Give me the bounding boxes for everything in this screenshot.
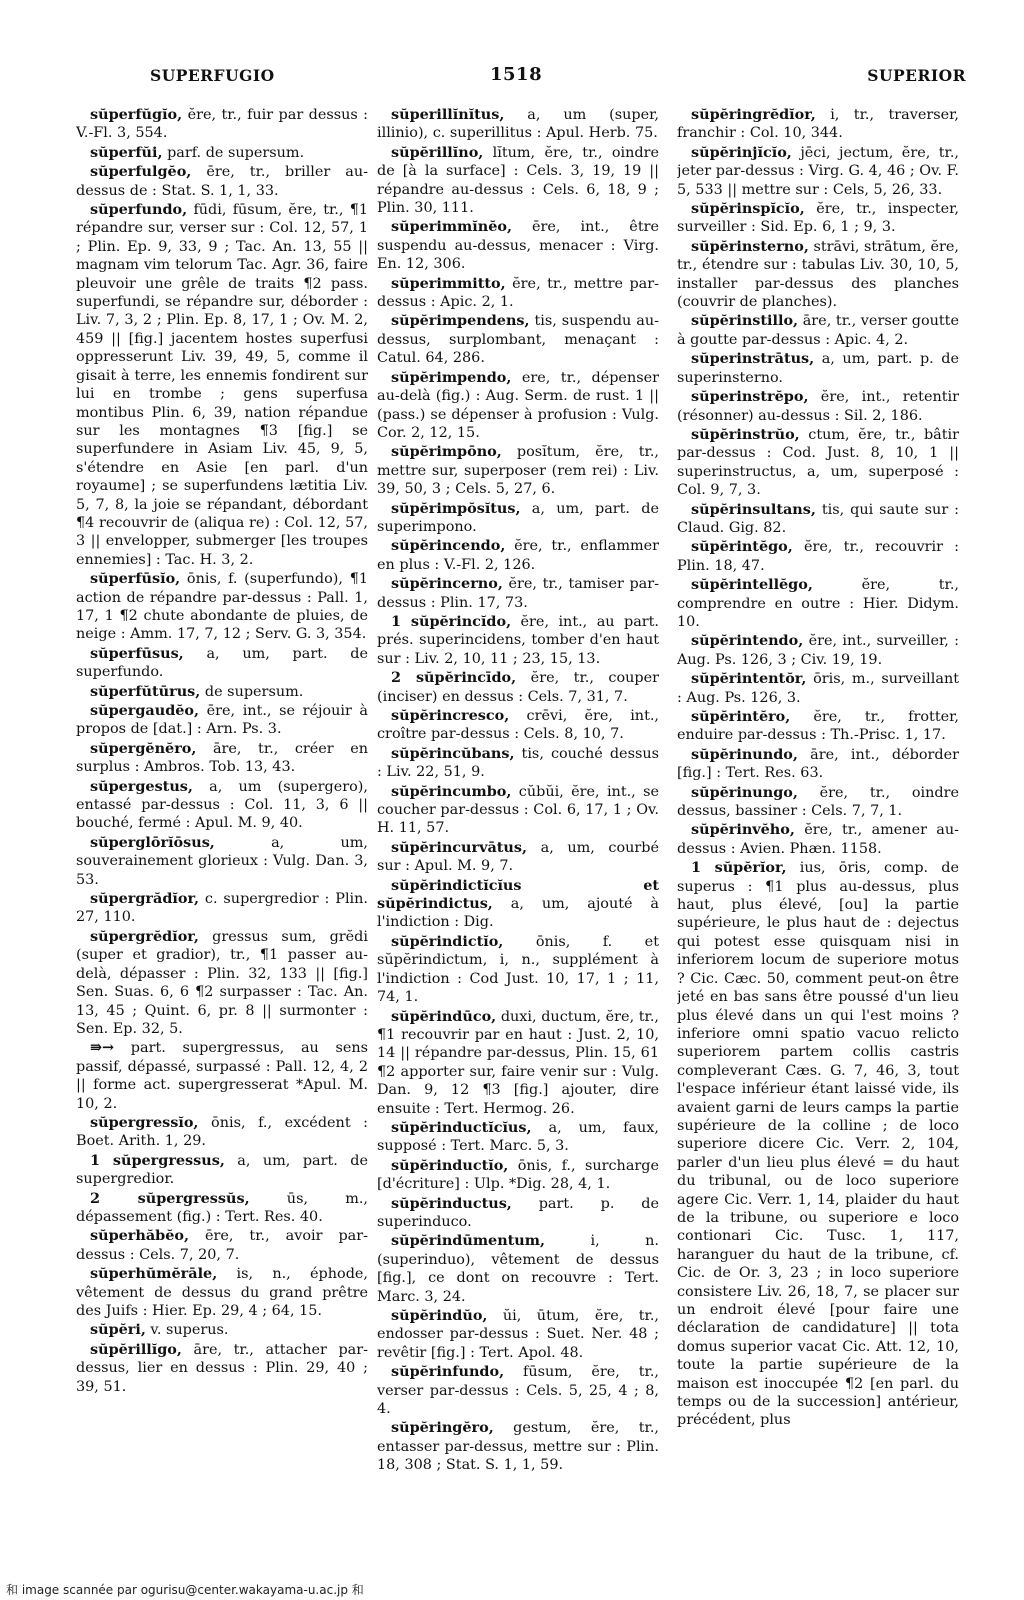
dictionary-entry: [377, 106, 659, 143]
entry-headword: sŭpĕrincumbo,: [391, 782, 512, 800]
dictionary-entry: [76, 778, 368, 833]
dictionary-entry: [76, 1321, 368, 1339]
entry-definition: gestum, ĕre, tr., entasser par-dessus, mettre sur : Plin. 18, 308 ; Stat. S. 1, 1, 59.: [377, 1420, 659, 1474]
dictionary-entry: [677, 144, 959, 199]
entry-headword: sŭpĕrinsultans,: [691, 500, 816, 518]
entry-definition: part. supergressus, au sens passif, dépassé, surpassé : Pall. 12, 4, 2 || forme act. supergresserat *Apul. M. 10, 2.: [76, 1040, 368, 1112]
dictionary-entry: [377, 218, 659, 273]
entry-definition: a, um, part. de superimpono.: [377, 500, 659, 535]
dictionary-entry: [377, 500, 659, 537]
entry-definition: i, n. (superinduo), vêtement de dessus [fig.], ce dont on recouvre : Tert. Marc. 3, 24.: [377, 1233, 659, 1305]
entry-headword: sŭpĕrillĭgo,: [90, 1340, 182, 1358]
page-header: [150, 66, 966, 90]
dictionary-entry: [677, 821, 959, 858]
column-2: [377, 106, 659, 1546]
entry-definition: ēre, int., se réjouir à propos de [dat.] : Arn. Ps. 3.: [76, 703, 368, 738]
entry-definition: strāvi, strātum, ĕre, tr., étendre sur : tabulas Liv. 30, 10, 5, installer par-dessus des planches (couvrir de planches).: [677, 238, 959, 311]
dictionary-entry: [76, 570, 368, 644]
entry-definition: tis, couché dessus : Liv. 22, 51, 9.: [377, 745, 659, 781]
entry-headword: sŭperhăbĕo,: [90, 1227, 189, 1245]
entry-headword: sŭpĕrincendo,: [391, 537, 506, 555]
entry-headword: sŭperfūsĭo,: [90, 570, 181, 588]
entry-headword: sŭperfūsus,: [90, 644, 184, 662]
entry-definition: ēre, tr., avoir par-dessus : Cels. 7, 20, 7.: [76, 1228, 368, 1263]
dictionary-entry: [677, 670, 959, 707]
entry-definition: ōnis, f. (superfundo), ¶1 action de répandre par-dessus : Pall. 1, 17, 1 ¶2 chute abondante de pluies, de neige : Amm. 17, 7, 12 ; Serv. G. 3, 354.: [76, 571, 368, 643]
entry-definition: posĭtum, ĕre, tr., mettre sur, superposer (rem rei) : Liv. 39, 50, 3 ; Cels. 5, 27, 6.: [377, 444, 659, 498]
entry-headword: sŭpergrĕdĭor,: [90, 927, 199, 945]
dictionary-entry: [377, 707, 659, 744]
entry-headword: sŭpĕrinductĭcĭus,: [391, 1118, 532, 1136]
column-1: [76, 106, 368, 1546]
dictionary-entry: [76, 890, 368, 927]
entry-headword: sŭpĕrindictĭcĭus et sŭpĕrindictus,: [377, 876, 659, 913]
dictionary-entry: [677, 388, 959, 425]
entry-headword: sŭpergĕnĕro,: [90, 739, 197, 757]
entry-definition: āre, tr., verser goutte à goutte par-dessus : Apic. 4, 2.: [677, 313, 959, 348]
entry-definition: a, um, faux, supposé : Tert. Marc. 5, 3.: [377, 1119, 659, 1155]
entry-definition: ēre, int., être suspendu au-dessus, menacer : Virg. En. 12, 306.: [377, 219, 659, 273]
entry-definition: ĕre, int., retentir (résonner) au-dessus : Sil. 2, 186.: [677, 389, 959, 424]
dictionary-entry: [677, 746, 959, 783]
dictionary-entry: [377, 537, 659, 574]
entry-definition: ōnis, f., excédent : Boet. Arith. 1, 29.: [76, 1114, 368, 1150]
entry-headword: sŭpĕrinsterno,: [691, 237, 809, 255]
entry-headword: sŭpĕrinstillo,: [691, 312, 799, 330]
entry-headword: sŭpergaudĕo,: [90, 702, 200, 719]
dictionary-entry: [377, 1232, 659, 1306]
dictionary-entry: [677, 859, 959, 1430]
entry-headword: ⇛→: [90, 1039, 115, 1057]
dictionary-entry: [76, 201, 368, 569]
dictionary-entry: [377, 1008, 659, 1118]
entry-definition: ĕre, tr., oindre dessus, bassiner : Cels. 7, 7, 1.: [677, 784, 959, 820]
entry-headword: sŭpĕrimpendo,: [391, 368, 512, 386]
column-3: [677, 106, 959, 1546]
entry-headword: sŭpĕrinungo,: [691, 783, 798, 801]
entry-headword: sŭperfŭtūrus,: [90, 682, 201, 700]
entry-headword: sŭpĕrinvĕho,: [691, 821, 795, 839]
header-right-guideword: SUPERIOR: [867, 66, 966, 85]
dictionary-entry: [677, 538, 959, 575]
dictionary-entry: [377, 1157, 659, 1194]
dictionary-entry: [677, 576, 959, 631]
entry-headword: sŭpĕrincŭbans,: [391, 744, 515, 762]
entry-definition: āre, int., déborder [fig.] : Tert. Res. 63.: [677, 746, 959, 782]
entry-headword: sŭpĕrillĭno,: [391, 143, 484, 161]
dictionary-entry: [377, 144, 659, 218]
entry-definition: duxi, ductum, ĕre, tr., ¶1 recouvrir par en haut : Just. 2, 10, 14 || répandre par-dessus, Plin. 15, 61 ¶2 apporter sur, faire venir sur : Vulg. Dan. 9, 12 ¶3 [fig.] ajouter, dire ensuite : Tert. Hermog. 26.: [377, 1008, 659, 1117]
dictionary-entry: [76, 144, 368, 162]
entry-definition: ūs, m., dépassement (fig.) : Tert. Res. 40.: [76, 1190, 368, 1225]
entry-headword: sŭpĕrintĕro,: [691, 708, 791, 725]
entry-headword: 2 sŭpergressŭs,: [90, 1189, 250, 1207]
dictionary-entry: [76, 834, 368, 889]
entry-definition: ōris, m., surveillant : Aug. Ps. 126, 3.: [677, 671, 959, 706]
entry-definition: lĭtum, ĕre, tr., oindre de [à la surface] : Cels. 3, 19, 19 || répandre au-dessus : Cels. 6, 18, 9 ; Plin. 30, 111.: [377, 144, 659, 217]
entry-headword: sŭperfŭi,: [90, 143, 163, 161]
dictionary-entry: [76, 1190, 368, 1227]
entry-definition: ere, tr., dépenser au-delà (fig.) : Aug. Serm. de rust. 1 || (pass.) se dépenser à profusion : Vulg. Cor. 2, 12, 15.: [377, 369, 659, 441]
entry-definition: ĕre, int., au part. prés. superincidens, tomber d'en haut sur : Liv. 2, 10, 11 ; 23, 15, 13.: [377, 613, 659, 667]
entry-definition: ĕre, tr., comprendre en outre : Hier. Didym. 10.: [677, 577, 959, 630]
dictionary-entry: [677, 784, 959, 821]
dictionary-entry: [76, 1114, 368, 1151]
entry-definition: ĕre, tr., mettre par-dessus : Apic. 2, 1.: [377, 275, 659, 311]
entry-headword: sŭpĕrinfundo,: [391, 1363, 505, 1381]
dictionary-entry: [677, 501, 959, 538]
entry-definition: ĕre, tr., amener au-dessus : Avien. Phæn. 1158.: [677, 822, 959, 857]
entry-headword: sŭperimmĭnĕo,: [391, 218, 512, 236]
entry-definition: gressus sum, grĕdi (super et gradior), tr., ¶1 passer au-delà, dépasser : Plin. 32, 133 || [fig.] Sen. Suas. 6, 6 ¶2 surpasser : Tac. An. 13, 45 ; Quint. 6, pr. 8 || surmonter : Sen. Ep. 32, 5.: [76, 928, 368, 1037]
entry-headword: sŭpĕri,: [90, 1321, 146, 1339]
entry-headword: sŭpĕrincurvātus,: [391, 838, 528, 856]
entry-headword: sŭpergressĭo,: [90, 1113, 199, 1131]
page-number: 1518: [490, 64, 543, 85]
entry-headword: sŭpĕrindictĭo,: [391, 932, 504, 950]
entry-headword: sŭpĕrinductĭo,: [391, 1156, 509, 1174]
entry-definition: a, um, souverainement glorieux : Vulg. Dan. 3, 53.: [76, 834, 368, 888]
entry-definition: parf. de supersum.: [167, 144, 305, 161]
dictionary-entry: [76, 1152, 368, 1189]
entry-definition: fūdi, fūsum, ĕre, tr., ¶1 répandre sur, verser sur : Col. 12, 57, 1 ; Plin. Ep. 9, 33, 9 ; Tac. An. 13, 55 || magnam vim telorum Tac. Agr. 36, faire pleuvoir une grêle de traits ¶2 pass. superfundi, se répandre sur, déborder : Liv. 7, 3, 2 ; Plin. Ep. 8, 17, 1 ; Ov. M. 2, 459 || [fig.] jacentem hostes superfusi oppresserunt Liv. 39, 49, 5, comme il gisait à terre, les ennemis fondirent sur lui en trombe ; gens superfusa montibus Plin. 6, 39, nation répandue sur les montagnes ¶3 [fig.] se superfundere in Asiam Liv. 45, 9, 5, s'étendre en Asie [en parl. d'un royaume] ; se superfundens lætitia Liv. 5, 7, 8, la joie se répandant, débordant ¶4 recouvrir de (aliqua re) : Col. 12, 57, 3 || envelopper, submerger [les troupes ennemies] : Tac. H. 3, 2.: [76, 202, 368, 568]
entry-headword: sŭperinstrĕpo,: [691, 388, 809, 406]
entry-headword: 1 sŭpĕrincĭdo,: [391, 612, 512, 630]
entry-headword: sŭperhŭmĕrāle,: [90, 1265, 218, 1283]
dictionary-entry: [76, 1039, 368, 1113]
entry-headword: sŭpĕrindūmentum,: [391, 1232, 546, 1250]
entry-headword: 2 sŭpĕrincīdo,: [391, 669, 517, 687]
entry-headword: sŭpĕrimpōno,: [391, 443, 502, 461]
dictionary-entry: [377, 839, 659, 876]
entry-definition: ĕre, tr., couper (inciser) en dessus : Cels. 7, 31, 7.: [377, 670, 659, 705]
entry-definition: ŭi, ūtum, ĕre, tr., endosser par-dessus : Suet. Ner. 48 ; revêtir [fig.] : Tert. Apol. 48.: [377, 1308, 659, 1361]
entry-headword: sŭpĕrimpŏsĭtus,: [391, 499, 521, 517]
dictionary-entry: [76, 645, 368, 682]
entry-definition: āre, tr., attacher par-dessus, lier en dessus : Plin. 29, 40 ; 39, 51.: [76, 1341, 368, 1395]
entry-definition: ōnis, f., surcharge [d'écriture] : Ulp. *Dig. 28, 4, 1.: [377, 1157, 659, 1193]
entry-headword: sŭpĕringrĕdĭor,: [691, 106, 816, 123]
dictionary-entry: [76, 106, 368, 143]
entry-headword: sŭperillĭnĭtus,: [391, 106, 505, 123]
entry-headword: sŭpĕrintendo,: [691, 632, 804, 650]
dictionary-entry: [76, 1227, 368, 1264]
entry-definition: ōnis, f. et sŭpĕrindictum, i, n., supplément à l'indiction : Cod Just. 10, 17, 1 ; 11, 74, 1.: [377, 933, 659, 1006]
entry-definition: a, um (supergero), entassé par-dessus : Col. 11, 3, 6 || bouché, fermé : Apul. M. 9, 40.: [76, 778, 368, 832]
entry-definition: ĕre, tr., recouvrir : Plin. 18, 47.: [677, 539, 959, 574]
dictionary-entry: [677, 350, 959, 387]
dictionary-entry: [377, 933, 659, 1007]
dictionary-entry: [377, 1119, 659, 1156]
entry-definition: de supersum.: [204, 683, 304, 700]
entry-headword: sŭpĕrimpendens,: [391, 312, 530, 330]
dictionary-entry: [377, 575, 659, 612]
entry-headword: sŭpĕrintĕgo,: [691, 538, 793, 556]
dictionary-entry: [76, 163, 368, 200]
entry-definition: a, um, part. p. de superinsterno.: [677, 351, 959, 386]
entry-headword: sŭperfulgĕo,: [90, 163, 192, 181]
entry-headword: 1 sŭpĕrĭor,: [691, 859, 787, 877]
dictionary-entry: [76, 928, 368, 1038]
entry-headword: sŭpĕrinspĭcĭo,: [691, 200, 805, 218]
entry-definition: ĕre, tr., inspecter, surveiller : Sid. Ep. 6, 1 ; 9, 3.: [677, 201, 959, 236]
entry-headword: sŭpergrădĭor,: [90, 890, 200, 908]
dictionary-entry: [677, 238, 959, 312]
entry-definition: ĕre, tr., enflammer en plus : V.-Fl. 2, 126.: [377, 538, 659, 573]
entry-headword: sŭpĕrintellĕgo,: [691, 576, 813, 594]
entry-definition: part. p. de superinduco.: [377, 1195, 659, 1230]
entry-headword: sŭpĕringĕro,: [391, 1419, 494, 1437]
entry-headword: sŭpĕrinundo,: [691, 745, 798, 763]
entry-definition: v. superus.: [150, 1322, 229, 1339]
entry-definition: is, n., éphode, vêtement de dessus du grand prêtre des Juifs : Hier. Ep. 29, 4 ; 64, 15.: [76, 1266, 368, 1319]
scan-credit: 和 image scannée par ogurisu@center.wakayama-u.ac.jp 和: [6, 1583, 364, 1597]
dictionary-entry: [377, 1419, 659, 1474]
dictionary-entry: [76, 1341, 368, 1396]
dictionary-entry: [76, 683, 368, 701]
entry-headword: sŭperinstrātus,: [691, 350, 815, 368]
dictionary-entry: [677, 200, 959, 237]
dictionary-entry: [677, 426, 959, 500]
dictionary-entry: [76, 740, 368, 777]
dictionary-entry: [677, 632, 959, 669]
entry-headword: sŭpĕrintentŏr,: [691, 670, 807, 688]
entry-headword: sŭpergestus,: [90, 777, 193, 795]
entry-headword: sŭpĕrincerno,: [391, 575, 503, 593]
dictionary-entry: [377, 1363, 659, 1418]
entry-headword: sŭpĕrinjĭcĭo,: [691, 143, 792, 161]
entry-headword: sŭpĕrindŭo,: [391, 1307, 488, 1324]
entry-headword: sŭperglōrĭōsus,: [90, 833, 215, 851]
entry-definition: a, um, ajouté à l'indiction : Dig.: [377, 896, 659, 931]
dictionary-entry: [377, 877, 659, 932]
dictionary-entry: [377, 443, 659, 498]
entry-headword: sŭperfŭgĭo,: [90, 106, 183, 123]
entry-definition: ius, ōris, comp. de superus : ¶1 plus au-dessus, plus haut, plus élevé, [ou] la partie supérieure, le plus haut de : dejectus qui potest esse quisquam nisi in inferiorem locum de superiore motus ? Cic. Cæc. 50, comment peut-on être jeté en bas sans être poussé d'un lieu plus élevé dans un qui l'est moins ? inferiore omni spatio vacuo relicto superiorem partem collis castris compleverant Cæs. G. 7, 46, 3, tout l'espace inférieur étant laissé vide, ils avaient garni de leurs camps la partie supérieure de la colline ; de loco superiore dicere Cic. Verr. 2, 104, parler d'un lieu plus élevé = du haut du tribunal, ou de loco superiore agere Cic. Verr. 1, 14, plaider du haut de la tribune, ou superiore e loco contionari Cic. Tusc. 1, 117, haranguer du haut de la tribune, cf. Cic. de Or. 3, 23 ; in loco superiore consistere Liv. 26, 18, 7, se placer sur un endroit élevé [pour faire une déclaration de candidature] || tota domus superior vacat Cic. Att. 12, 10, toute la partie supérieure de la maison est inoccupée ¶2 [en parl. du temps ou de la succession] antérieur, précédent, plus: [677, 860, 959, 1429]
entry-definition: ĕre, tr., tamiser par-dessus : Plin. 17, 73.: [377, 576, 659, 611]
entry-definition: c. supergredior : Plin. 27, 110.: [76, 891, 368, 926]
entry-definition: a, um (super, illinio), c. superillitus : Apul. Herb. 75.: [377, 107, 659, 142]
entry-headword: 1 sŭpergressus,: [90, 1151, 225, 1169]
dictionary-entry: [677, 312, 959, 349]
entry-definition: a, um, courbé sur : Apul. M. 9, 7.: [377, 839, 659, 875]
dictionary-entry: [377, 745, 659, 782]
entry-definition: fūsum, ĕre, tr., verser par-dessus : Cels. 5, 25, 4 ; 8, 4.: [377, 1364, 659, 1418]
entry-definition: tis, qui saute sur : Claud. Gig. 82.: [677, 501, 959, 536]
entry-definition: tis, suspendu au-dessus, surplombant, menaçant : Catul. 64, 286.: [377, 313, 659, 367]
entry-headword: sŭperimmitto,: [391, 274, 506, 292]
header-left-guideword: SUPERFUGIO: [150, 66, 275, 85]
dictionary-entry: [377, 312, 659, 367]
entry-definition: jēci, jectum, ĕre, tr., jeter par-dessus : Virg. G. 4, 46 ; Ov. F. 5, 533 || mettre sur : Cels, 5, 26, 33.: [677, 144, 959, 198]
entry-definition: ĕre, tr., frotter, enduire par-dessus : Th.-Prisc. 1, 17.: [677, 709, 959, 744]
dictionary-entry: [677, 106, 959, 143]
dictionary-entry: [377, 369, 659, 443]
dictionary-entry: [377, 669, 659, 706]
dictionary-entry: [377, 275, 659, 312]
dictionary-entry: [377, 1307, 659, 1362]
entry-definition: ctum, ĕre, tr., bâtir par-dessus : Cod. Just. 8, 10, 1 || superinstructus, a, um, superposé : Col. 9, 7, 3.: [677, 426, 959, 499]
entry-definition: ĕre, int., surveiller, : Aug. Ps. 126, 3 ; Civ. 19, 19.: [677, 633, 959, 668]
entry-headword: sŭperfundo,: [90, 201, 188, 219]
entry-definition: ēre, tr., briller au-dessus de : Stat. S. 1, 1, 33.: [76, 164, 368, 199]
entry-headword: sŭpĕrinductus,: [391, 1194, 512, 1212]
entry-definition: a, um, part. de supergredior.: [76, 1152, 368, 1188]
entry-headword: sŭpĕrincresco,: [391, 707, 510, 724]
entry-headword: sŭpĕrinstrŭo,: [691, 425, 800, 443]
dictionary-entry: [377, 783, 659, 838]
dictionary-entry: [677, 708, 959, 745]
entry-headword: sŭpĕrindūco,: [391, 1007, 497, 1025]
entry-definition: ĕre, tr., fuir par dessus : V.-Fl. 3, 554.: [76, 107, 368, 142]
entry-definition: a, um, part. de superfundo.: [76, 645, 368, 681]
entry-definition: crēvi, ĕre, int., croître par-dessus : Cels. 8, 10, 7.: [377, 708, 659, 743]
entry-definition: i, tr., traverser, franchir : Col. 10, 344.: [677, 107, 959, 142]
entry-definition: āre, tr., créer en surplus : Ambros. Tob. 13, 43.: [76, 740, 368, 776]
dictionary-entry: [377, 613, 659, 668]
dictionary-entry: [76, 702, 368, 739]
entry-definition: cŭbŭi, ĕre, int., se coucher par-dessus : Col. 6, 17, 1 ; Ov. H. 11, 57.: [377, 783, 659, 837]
dictionary-entry: [76, 1265, 368, 1320]
dictionary-entry: [377, 1195, 659, 1232]
